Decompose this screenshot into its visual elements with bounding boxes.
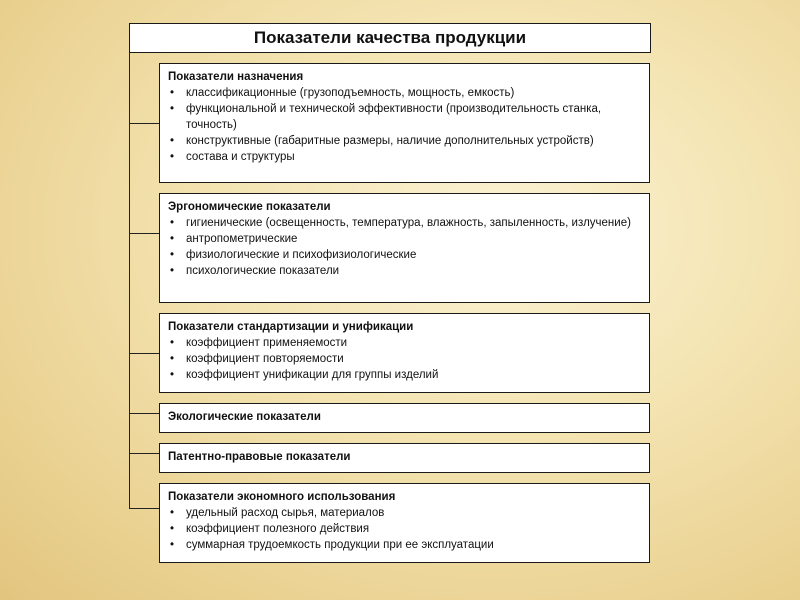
category-title: Показатели экономного использования: [168, 491, 396, 503]
connector-branch: [129, 123, 160, 124]
list-item: • коэффициент унификации для группы изделий: [168, 367, 641, 383]
list-item: • функциональной и технической эффективности (производительность станка, точность): [168, 101, 641, 133]
list-item: • суммарная трудоемкость продукции при ее эксплуатации: [168, 537, 641, 553]
category-title: Эргономические показатели: [168, 201, 331, 213]
category-box-purpose: [159, 63, 650, 183]
list-item: • состава и структуры: [168, 149, 641, 165]
list-item: • конструктивные (габаритные размеры, наличие дополнительных устройств): [168, 133, 641, 149]
category-box-patent: [159, 443, 650, 473]
list-item: • коэффициент применяемости: [168, 335, 641, 351]
connector-branch: [129, 508, 160, 509]
list-item: • психологические показатели: [168, 263, 641, 279]
list-item: • классификационные (грузоподъемность, мощность, емкость): [168, 85, 641, 101]
category-title: Показатели назначения: [168, 71, 304, 83]
category-box-ergonomic: [159, 193, 650, 303]
list-item: • коэффициент полезного действия: [168, 521, 641, 537]
list-item: • гигиенические (освещенность, температура, влажность, запыленность, излучение): [168, 215, 641, 231]
connector-branch: [129, 233, 160, 234]
category-title: Патентно-правовые показатели: [168, 451, 351, 463]
category-box-standardization: [159, 313, 650, 393]
list-item: • коэффициент повторяемости: [168, 351, 641, 367]
list-item: • антропометрические: [168, 231, 641, 247]
connector-trunk: [129, 53, 130, 509]
category-box-ecological: [159, 403, 650, 433]
list-item: • физиологические и психофизиологические: [168, 247, 641, 263]
connector-branch: [129, 453, 160, 454]
category-box-economic: [159, 483, 650, 563]
list-item: • удельный расход сырья, материалов: [168, 505, 641, 521]
connector-branch: [129, 353, 160, 354]
category-title: Показатели стандартизации и унификации: [168, 321, 414, 333]
category-title: Экологические показатели: [168, 411, 321, 423]
connector-branch: [129, 413, 160, 414]
diagram-title: Показатели качества продукции: [129, 23, 651, 53]
